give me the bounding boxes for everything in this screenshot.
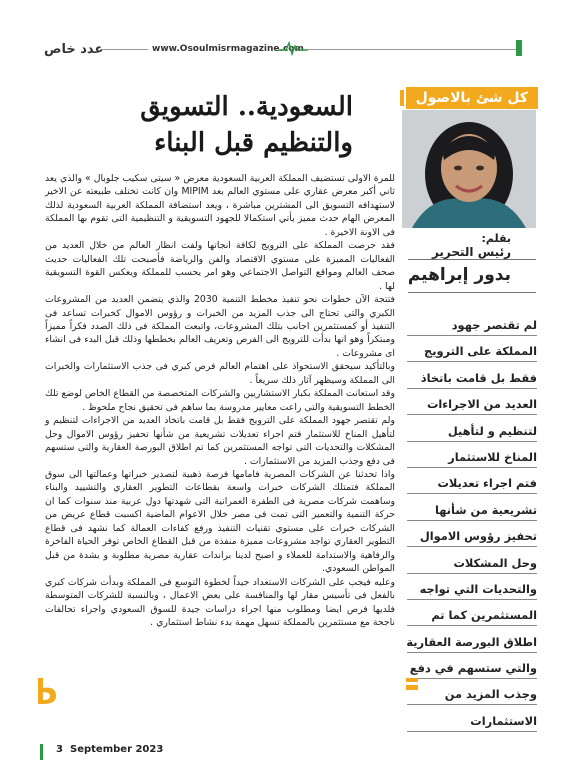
body-paragraph: وبالتأكيد سيحقق الاستحواذ على اهتمام العالم فرص كبري فى جذب الاستثمارات والخبرات الى المملكة وسيظهر آثار ذلك سريعاً . <box>45 361 395 386</box>
body-paragraph: للمرة الاولى تستضيف المملكة العربية السعودية معرض « سيتى سكيب جلوبال » والذي يعد ثاني أكبر معرض عقاري على مستوي العالم بعد MIPIM وان كانت تختلف طبيعته عن الاخير لاستهدافه التسويق الى المشترين مباشرة ، ويعد استضافة المملكة العربية السعودية لذلك المعرض الهام حدث مميز يأتي استكمالا للجهود التسويقية و التنظيمية التى تقوم بها المملكة فى الاونة الاخيرة . <box>45 173 395 238</box>
body-paragraph: ولم تقتصر جهود المملكة على الترويج فقط بل قامت باتخاذ العديد من الاجراءات لتنظيم و لتأهيل المناخ للاستثمار فتم اجراء تعديلات تشريعية من شأنها تحفيز رؤوس الاموال وحل المشكلات والتحديات التى تواجه المستثمرين كما تم اطلاق البورصة العقارية والتى ستسهم فى دفع وجذب المزيد من الاستثمارات . <box>45 415 395 467</box>
pull-quote-line: والتحديات التي تواجه <box>407 576 537 600</box>
author-photo <box>402 110 536 228</box>
article-title-line-2: والتنظيم قبل البناء <box>154 128 353 158</box>
magazine-logo-icon <box>38 678 56 704</box>
author-name: بدور إبراهيم <box>407 265 511 285</box>
article-title-line-1: السعودية.. التسويق <box>140 92 353 122</box>
pull-quote-line: تحفيز رؤوس الاموال <box>407 523 537 547</box>
pull-quote-line: لتنظيم و لتأهيل <box>407 418 537 442</box>
quote-mark-icon <box>406 676 418 692</box>
header-accent-bar <box>516 40 522 56</box>
pull-quote-line: المملكة على الترويج <box>407 338 537 362</box>
byline-label: بقلم: <box>481 232 511 245</box>
pull-quote-line: والتي ستسهم في دفع <box>407 655 537 679</box>
banner-accent <box>400 90 404 106</box>
pull-quote-line: وحل المشكلات <box>407 550 537 574</box>
article-body <box>45 172 395 629</box>
pull-quote-line: تشريعية من شأنها <box>407 497 537 521</box>
pull-quote-line: العديد من الاجراءات <box>407 391 537 415</box>
issue-label: عدد خاص <box>44 42 104 57</box>
pull-quote-line: المناخ للاستثمار <box>407 444 537 468</box>
byline-divider <box>408 259 536 260</box>
footer-accent-bar <box>40 744 43 760</box>
body-paragraph: فتتجة الآن خطوات نحو تنفيذ مخطط التنمية 2030 والذي يتضمن العديد من المشروعات الكبري والتى تحتاج الى جذب المزيد من الخبرات و رؤوس الاموال كخبرات تساعد فى التنفيذ أو كمستثمرين اجانب بتلك المشروعات، واتبعت المملكة فى ذلك الصدد فكراً مميزاً ومبتكراً وهو انها بدأت للترويج الى الفرص وتعريف العالم بخططها وذلك قبل البدء فى انشاء اى مشروعات . <box>45 294 396 359</box>
body-paragraph: فقد حرصت المملكة على الترويج لكافة انجاتها ولفت انظار العالم من خلال العديد من الفعاليات المميزة على مستوي الاقتصاد والفن والرياضة فأصبحت تلك الفعاليات حديث صحف العالم ومواقع التواصل الاجتماعي وهو امر يحسب للمملكة ويعكس القوة التسويقية لها . <box>45 240 395 292</box>
pull-quote-line: لم تقتصر جهود <box>407 312 537 336</box>
pull-quote-line: الاستثمارات <box>407 708 537 732</box>
pull-quote-line: المستثمرين كما تم <box>407 602 537 626</box>
body-paragraph: وعليه فيجب على الشركات الاستعداد جيداً لخطوة التوسع فى المملكة وبدأت شركات كبري بالفعل فى تأسيس مقار لها والمنافسة على بعض الاعمال ، وبالنسبة للشركات المتوسطة فلديها فرص ايضا ومطلوب منها اجراء دراسات جيدة للسوق السعودي واجراء تحالفات ناجحة مع مستثمرين بالمملكة تسهل مهمة بدء نشاط استثماري . <box>45 576 395 628</box>
website-url[interactable]: www.Osoulmisrmagazine.com <box>148 44 308 54</box>
author-role: رئيس التحرير <box>431 245 511 259</box>
pull-quote <box>407 312 537 734</box>
issue-date: September 2023 <box>70 744 164 755</box>
page-number: 3 <box>56 744 63 755</box>
pulse-icon <box>278 40 308 56</box>
pull-quote-line: فتم اجراء تعديلات <box>407 470 537 494</box>
body-paragraph: واذا تحدثنا عن الشركات المصرية فامامها فرصة ذهبية لتصدير خبراتها وعمالتها الى سوق المملكة فتمتلك الشركات خبرات واسعة بقطاعات التطوير العقاري والتشييد والبناء وساهمت شركات مصرية فى الطفرة العمرانية التى شهدتها دول عربية منذ سنوات كما ان حركة التنمية والتعمير التى تمت فى مصر خلال الاعوام الماضية اكسبت قطاع عريض من الشركات خبرات على مستوي تقنيات التنفيذ ورفع كفاءات العمالة كما نشهد فى قطاع التطوير العقاري تواجد مشروعات مميزة منفذة من قبل القطاع الخاص توفر الحياة الفاخرة والرفاهية والاستدامة للعملاء و اصبح لدينا براندات عقارية مصرية مطلوبة و بشدة من قبل المواطن السعودي. <box>45 468 395 575</box>
body-paragraph: وقد استعانت المملكة بكبار الاستشاريين والشركات المتخصصة من القطاع الخاص لوضع تلك الخطط التسويقية والتى راعت معايير مدروسة بما ساهم فى تحقيق نجاح ملحوظ . <box>44 388 395 413</box>
pull-quote-line: اطلاق البورصة العقارية <box>407 629 537 653</box>
column-banner: كل شئ بالاصول <box>406 87 538 109</box>
byline-divider-bottom <box>408 292 536 293</box>
pull-quote-line: فقط بل قامت باتخاذ <box>407 365 537 389</box>
pull-quote-line: وجذب المزيد من <box>407 681 537 705</box>
